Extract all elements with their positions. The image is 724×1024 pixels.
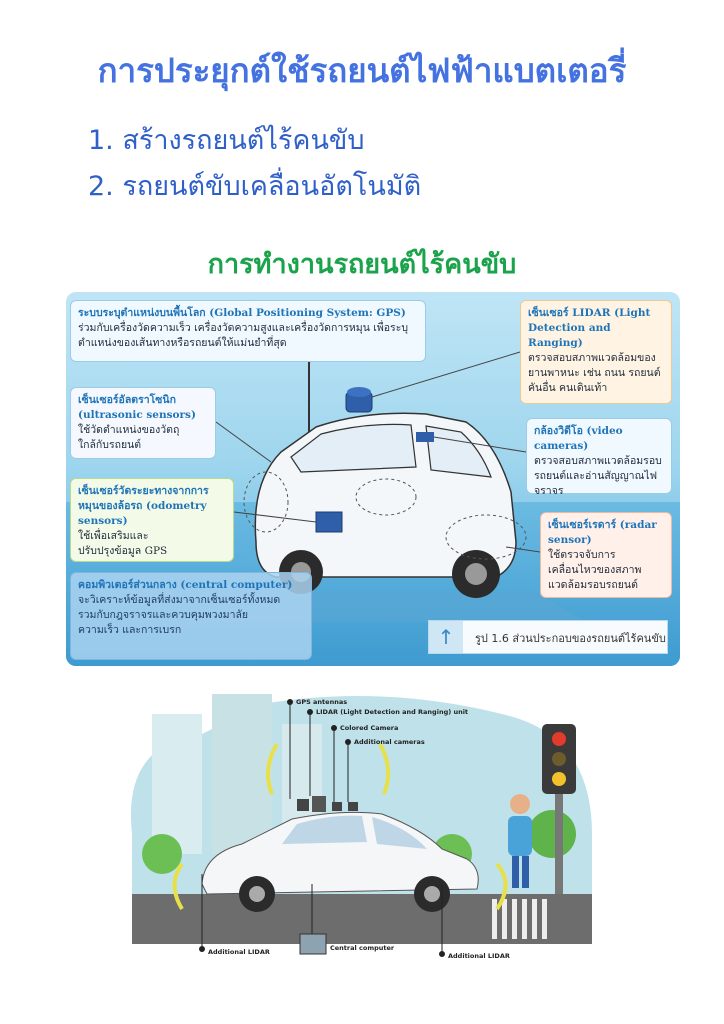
lidar-callout: เซ็นเซอร์ LIDAR (Light Detection and Ranging) ตรวจสอบสภาพแวดล้อมของ ยานพาหนะ เช่น ถนน รถยนต์ คันอื่น คนเดินเท้า [520,300,672,404]
video-camera-callout: กล้องวิดีโอ (video cameras) ตรวจสอบสภาพแวดล้อมรอบ รถยนต์และอ่านสัญญาณไฟ จราจร [526,418,672,494]
sensor-illustration [122,684,602,984]
ultrasonic-callout: เซ็นเซอร์อัลตราโซนิก (ultrasonic sensors) ใช้วัดตำแหน่งของวัตถุ ใกล้กับรถยนต์ [70,387,216,459]
label-additional-lidar-left: Additional LIDAR [208,948,270,956]
list-item: 1. สร้างรถยนต์ไร้คนขับ [88,125,365,156]
label-gps-antennas: GPS antennas [296,698,348,706]
arrow-up-icon: ↑ [429,621,463,653]
figure-caption: ↑ รูป 1.6 ส่วนประกอบของรถยนต์ไร้คนขับ [428,620,668,654]
label-colored-camera: Colored Camera [340,724,399,732]
label-central-computer: Central computer [330,944,395,952]
autonomous-car-diagram [66,292,680,666]
radar-callout: เซ็นเซอร์เรดาร์ (radar sensor) ใช้ตรวจจับการ เคลื่อนไหวของสภาพ แวดล้อมรอบรถยนต์ [540,512,672,598]
page-title: การประยุกต์ใช้รถยนต์ไฟฟ้าแบตเตอรี่ [97,51,627,90]
central-computer-callout: คอมพิวเตอร์ส่วนกลาง (central computer) จะวิเคราะห์ข้อมูลที่ส่งมาจากเซ็นเซอร์ทั้งหมด รวมกับกฎจราจรและควบคุมพวงมาลัย ความเร็ว และการเบรก [70,572,312,660]
section-subtitle: การทำงานรถยนต์ไร้คนขับ [207,249,517,280]
numbered-list [88,118,421,210]
list-item: 2. รถยนต์ขับเคลื่อนอัตโนมัติ [88,171,422,202]
label-lidar-unit: LIDAR (Light Detection and Ranging) unit [316,708,469,716]
odometry-callout: เซ็นเซอร์วัดระยะทางจากการหมุนของล้อรถ (odometry sensors) ใช้เพื่อเสริมและ ปรับปรุงข้อมูล GPS [70,478,234,562]
label-additional-lidar-right: Additional LIDAR [448,952,510,960]
label-additional-cameras: Additional cameras [354,738,425,746]
gps-callout: ระบบระบุตำแหน่งบนพื้นโลก (Global Positioning System: GPS) ร่วมกับเครื่องวัดความเร็ว เครื่องวัดความสูงและเครื่องวัดการหมุน เพื่อระบุ ตำแหน่งของเส้นทางหรือรถยนต์ให้แม่นยำที่สุด [70,300,426,362]
